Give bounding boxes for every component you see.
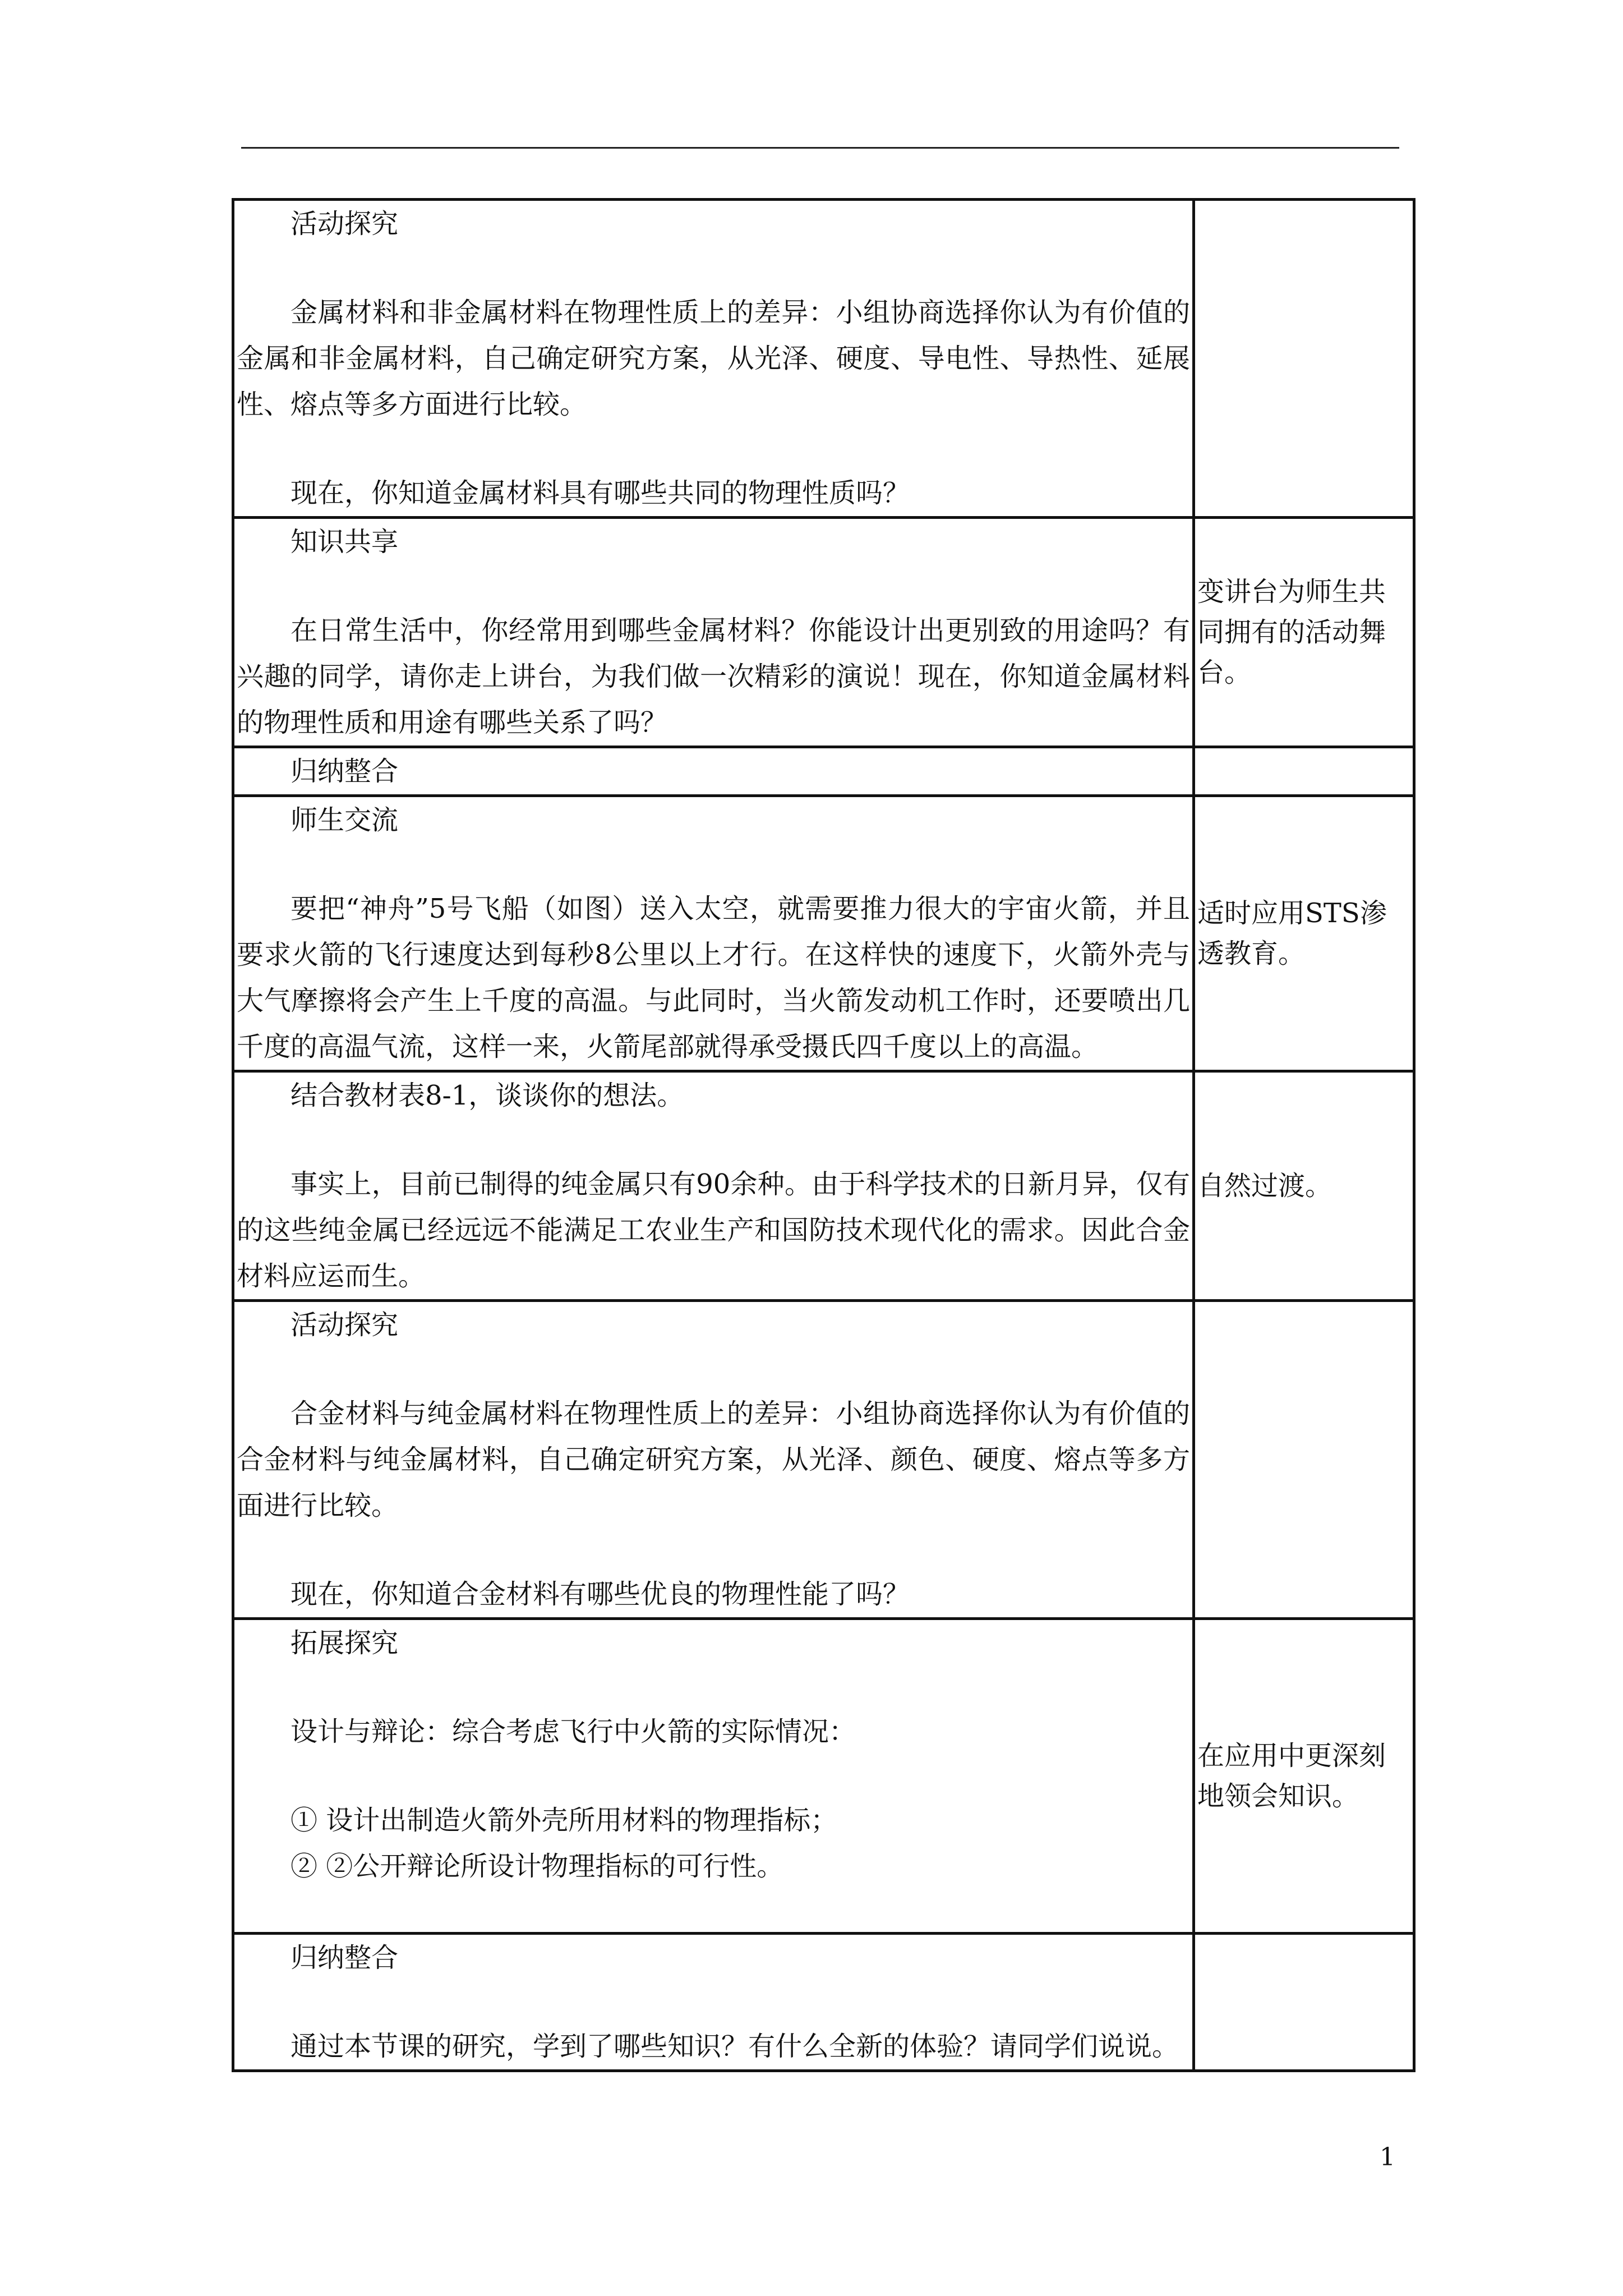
table-row xyxy=(233,1071,1414,1301)
page-number: 1 xyxy=(1380,2143,1395,2171)
content-cell xyxy=(233,1619,1194,1934)
table-row xyxy=(233,796,1414,1071)
paragraph: 通过本节课的研究，学到了哪些知识？有什么全新的体验？请同学们说说。 xyxy=(291,2031,1179,2062)
paragraph: 合金材料与纯金属材料在物理性质上的差异：小组协商选择你认为有价值的合金材料与纯金属材料，自己确定研究方案，从光泽、颜色、硬度、熔点等多方面进行比较。 xyxy=(237,1398,1190,1521)
table-row xyxy=(233,1619,1414,1934)
section-heading: 归纳整合 xyxy=(291,1942,399,1973)
table-row xyxy=(233,200,1414,518)
content-cell xyxy=(233,200,1194,518)
paragraph: 要把“神舟”5号飞船（如图）送入太空，就需要推力很大的宇宙火箭，并且要求火箭的飞行速度达到每秒8公里以上才行。在这样快的速度下，火箭外壳与大气摩擦将会产生上千度的高温。与此同时，当火箭发动机工作时，还要喷出几千度的高温气流，这样一来，火箭尾部就得承受摄氏四千度以上的高温。 xyxy=(237,893,1190,1062)
section-heading: 知识共享 xyxy=(291,526,399,558)
table-row xyxy=(233,1301,1414,1619)
paragraph-gap xyxy=(237,1889,1190,1932)
section-heading: 师生交流 xyxy=(291,804,399,836)
paragraph: 金属材料和非金属材料在物理性质上的差异：小组协商选择你认为有价值的金属和非金属材料，自己确定研究方案，从光泽、硬度、导电性、导热性、延展性、熔点等多方面进行比较。 xyxy=(237,297,1190,420)
table-row xyxy=(233,1934,1414,2071)
paragraph-gap xyxy=(237,247,1190,289)
note-cell xyxy=(1194,1301,1414,1619)
content-cell xyxy=(233,747,1194,796)
paragraph-gap xyxy=(237,427,1190,470)
teaching-note: 自然过渡。 xyxy=(1197,1170,1332,1202)
paragraph: 现在，你知道金属材料具有哪些共同的物理性质吗？ xyxy=(291,477,910,509)
table-row xyxy=(233,518,1414,747)
paragraph-gap xyxy=(237,843,1190,886)
section-heading: 活动探究 xyxy=(291,1309,399,1341)
paragraph: 设计与辩论：综合考虑飞行中火箭的实际情况： xyxy=(291,1716,856,1747)
paragraph: ① 设计出制造火箭外壳所用材料的物理指标； xyxy=(291,1805,838,1836)
note-cell xyxy=(1194,1071,1414,1301)
section-heading: 结合教材表8-1，谈谈你的想法。 xyxy=(291,1080,684,1111)
content-cell xyxy=(233,1301,1194,1619)
content-cell xyxy=(233,1934,1194,2071)
content-cell xyxy=(233,796,1194,1071)
paragraph-gap xyxy=(237,1529,1190,1571)
note-cell xyxy=(1194,796,1414,1071)
paragraph: 事实上，目前已制得的纯金属只有90余种。由于科学技术的日新月异，仅有的这些纯金属已经远远不能满足工农业生产和国防技术现代化的需求。因此合金材料应运而生。 xyxy=(237,1168,1190,1292)
paragraph-gap xyxy=(237,1119,1190,1161)
content-cell xyxy=(233,1071,1194,1301)
section-heading: 拓展探究 xyxy=(291,1627,399,1659)
section-heading: 活动探究 xyxy=(291,208,399,240)
paragraph: 在日常生活中，你经常用到哪些金属材料？你能设计出更别致的用途吗？有兴趣的同学，请你走上讲台，为我们做一次精彩的演说！现在，你知道金属材料的物理性质和用途有哪些关系了吗？ xyxy=(237,615,1190,738)
paragraph-gap xyxy=(237,1981,1190,2023)
paragraph-gap xyxy=(237,1755,1190,1797)
lesson-plan-body xyxy=(233,200,1414,2071)
section-heading: 归纳整合 xyxy=(291,756,399,787)
paragraph-gap xyxy=(237,1348,1190,1391)
table-row xyxy=(233,747,1414,796)
teaching-note: 在应用中更深刻地领会知识。 xyxy=(1197,1740,1386,1812)
paragraph-gap xyxy=(237,565,1190,608)
lesson-plan-table xyxy=(232,198,1415,2072)
teaching-note: 适时应用STS渗透教育。 xyxy=(1197,898,1387,969)
note-cell xyxy=(1194,1619,1414,1934)
note-cell xyxy=(1194,518,1414,747)
note-cell xyxy=(1194,200,1414,518)
note-cell xyxy=(1194,747,1414,796)
paragraph: ② ②公开辩论所设计物理指标的可行性。 xyxy=(291,1851,784,1882)
paragraph: 现在，你知道合金材料有哪些优良的物理性能了吗？ xyxy=(291,1579,910,1610)
content-cell xyxy=(233,518,1194,747)
teaching-note: 变讲台为师生共同拥有的活动舞台。 xyxy=(1197,576,1386,688)
paragraph-gap xyxy=(237,1666,1190,1709)
header-rule xyxy=(241,147,1399,149)
note-cell xyxy=(1194,1934,1414,2071)
